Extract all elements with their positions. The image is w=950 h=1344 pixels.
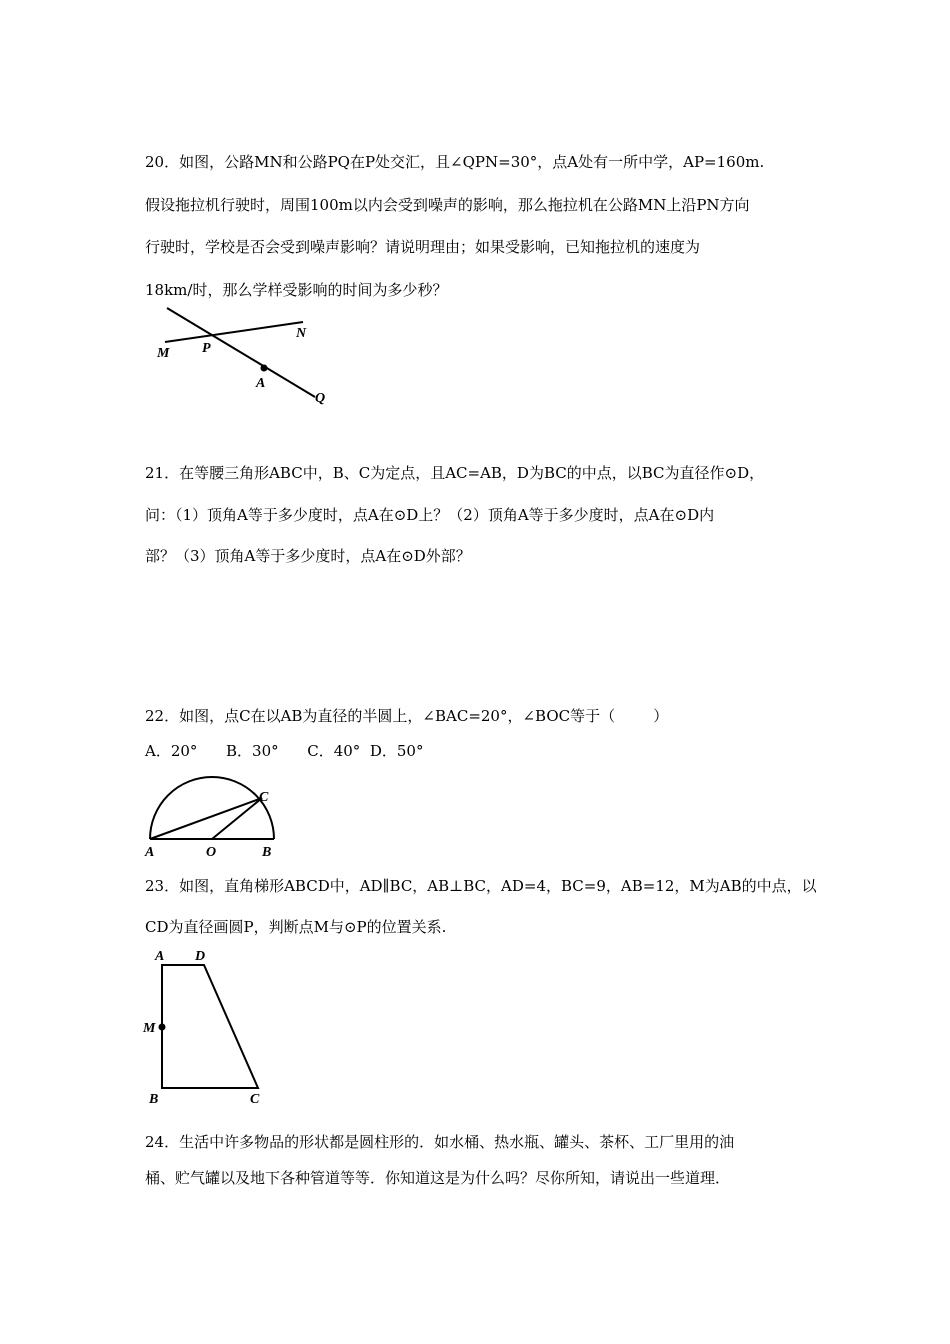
question-22-answer-options: A．20° B．30° C．40° D．50° — [145, 742, 424, 760]
label-n: N — [296, 326, 307, 341]
question-20-line-1: 20．如图，公路MN和公路PQ在P处交汇，且∠QPN=30°，点A处有一所中学，AP=160m. — [145, 153, 765, 171]
road-pq — [167, 308, 315, 397]
radius-oc — [212, 798, 262, 839]
label-d: D — [195, 949, 206, 964]
label-m: M — [143, 1021, 156, 1036]
label-b: B — [149, 1092, 159, 1107]
label-c: C — [259, 790, 269, 805]
label-b: B — [262, 845, 272, 860]
figure-semicircle — [140, 765, 285, 860]
label-o: O — [206, 845, 217, 860]
question-20-line-2: 假设拖拉机行驶时，周围100m以内会受到噪声的影响，那么拖拉机在公路MN上沿PN方向 — [145, 196, 750, 214]
question-20-line-4: 18km/时，那么学样受影响的时间为多少秒？ — [145, 281, 448, 299]
question-21-line-3: 部？（3）顶角A等于多少度时，点A在⊙D外部？ — [145, 547, 471, 565]
question-24-line-2: 桶、贮气罐以及地下各种管道等等．你知道这是为什么吗？尽你所知，请说出一些道理． — [145, 1169, 731, 1187]
label-a: A — [256, 376, 266, 391]
figure-right-trapezoid — [140, 945, 270, 1110]
figure-roads-mn-pq — [145, 305, 345, 410]
trapezoid-abcd — [162, 965, 258, 1088]
question-24-line-1: 24．生活中许多物品的形状都是圆柱形的．如水桶、热水瓶、罐头、茶杯、工厂里用的油 — [145, 1133, 735, 1151]
question-20-line-3: 行驶时，学校是否会受到噪声影响？请说明理由；如果受影响，已知拖拉机的速度为 — [145, 238, 701, 256]
semicircle-arc — [150, 777, 274, 839]
question-23-line-2: CD为直径画圆P，判断点M与⊙P的位置关系. — [145, 918, 447, 936]
chord-ac — [150, 798, 262, 839]
label-m: M — [157, 346, 170, 361]
question-23-line-1: 23．如图，直角梯形ABCD中，AD∥BC，AB⊥BC，AD=4，BC=9，AB=12，M为AB的中点，以 — [145, 877, 817, 895]
label-a: A — [155, 949, 165, 964]
point-a-dot — [261, 365, 268, 372]
label-q: Q — [315, 391, 326, 406]
road-mn — [165, 322, 303, 342]
question-21-line-1: 21．在等腰三角形ABC中，B、C为定点，且AC=AB，D为BC的中点，以BC为直径作⊙D， — [145, 464, 765, 482]
point-m-dot — [159, 1024, 166, 1031]
label-p: P — [202, 341, 211, 356]
question-21-line-2: 问：（1）顶角A等于多少度时，点A在⊙D上？（2）顶角A等于多少度时，点A在⊙D内 — [145, 506, 715, 524]
label-c: C — [250, 1092, 260, 1107]
question-22-line-1: 22．如图，点C在以AB为直径的半圆上，∠BAC=20°，∠BOC等于（ ） — [145, 707, 669, 725]
label-a: A — [145, 845, 155, 860]
